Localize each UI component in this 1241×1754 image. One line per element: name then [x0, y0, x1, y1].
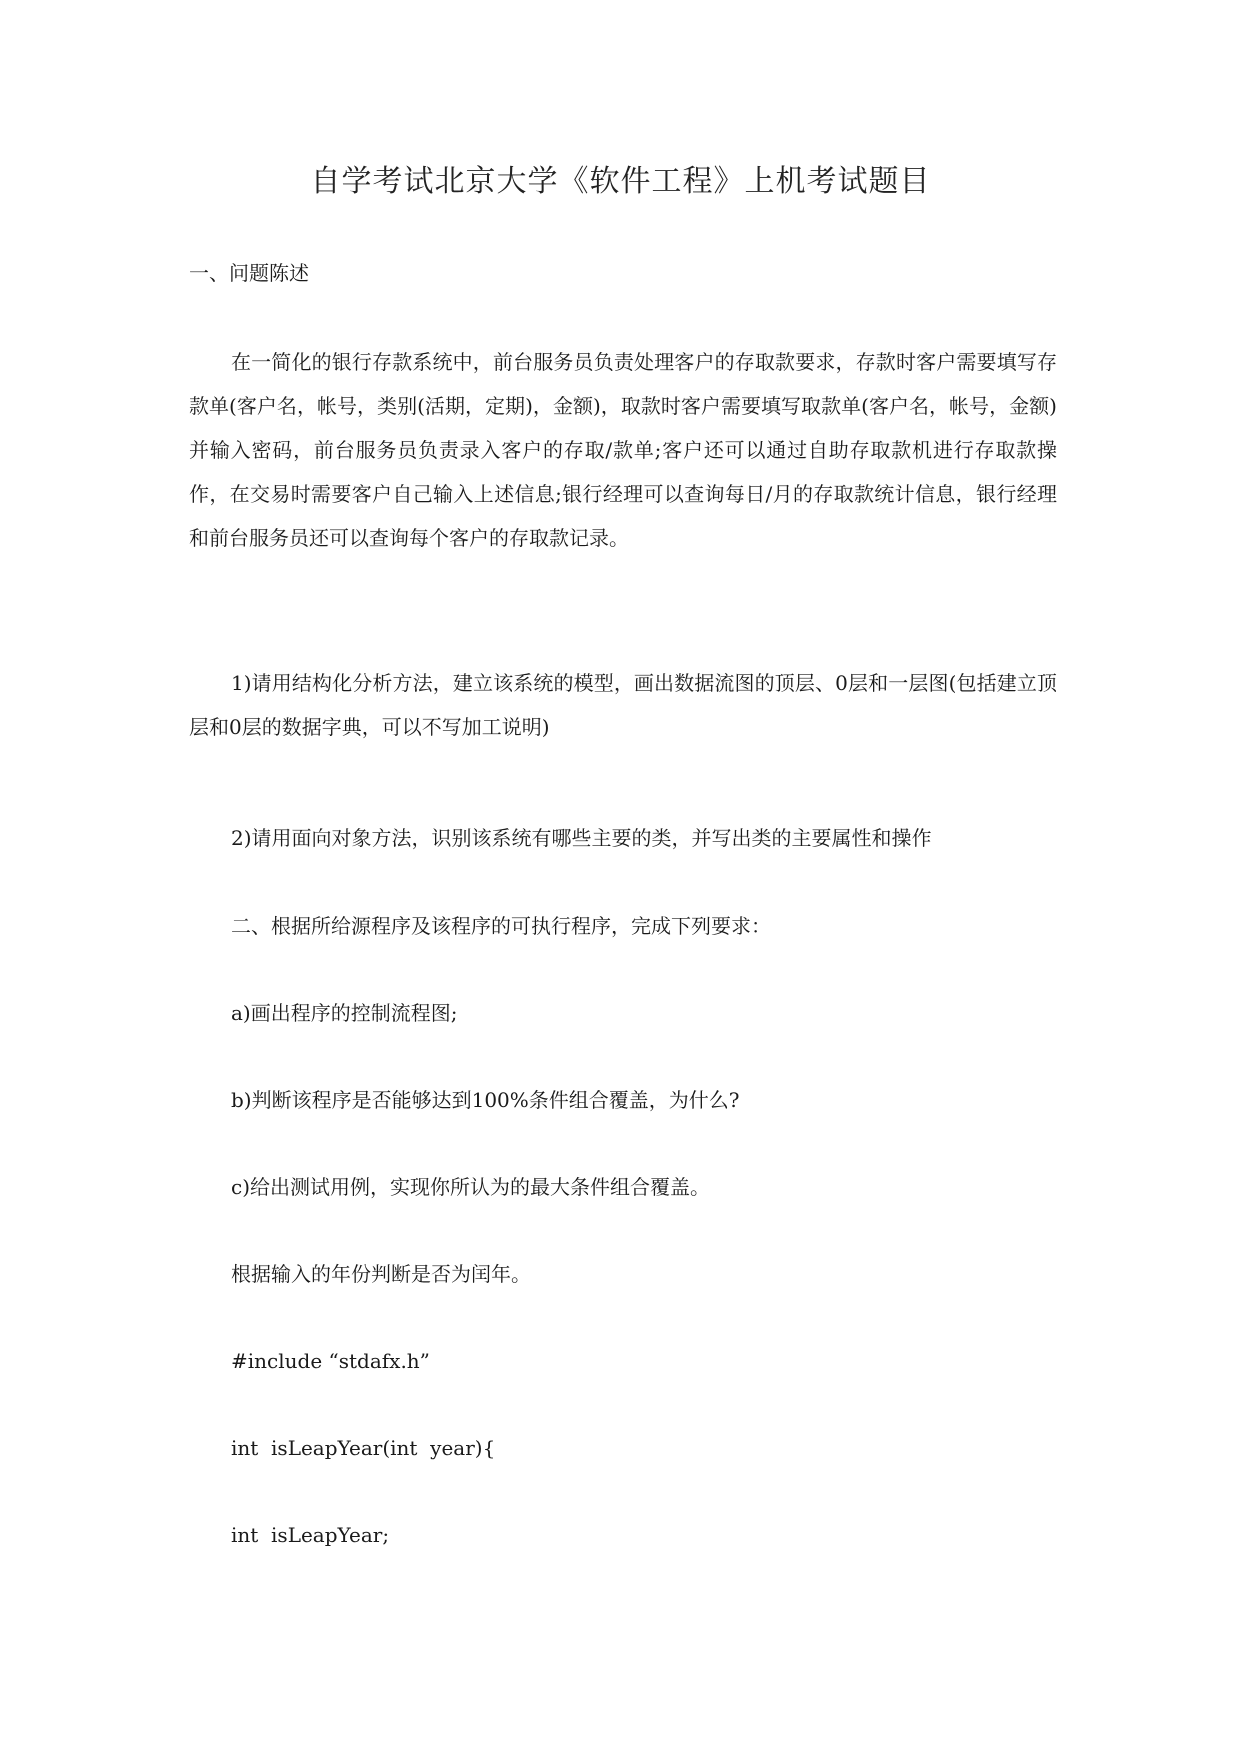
page-title: 自学考试北京大学《软件工程》上机考试题目: [310, 164, 931, 199]
code-line-variable-declaration: int isLeapYear;: [231, 1523, 390, 1547]
problem-paragraph: 在一简化的银行存款系统中，前台服务员负责处理客户的存取款要求，存款时客户需要填写存款单(客户名，帐号，类别(活期，定期)，金额)，取款时客户需要填写取款单(客户名，帐号，金额)并输入密码，前台服务员负责录入客户的存取/款单;客户还可以通过自助存取款机进行存取款操作，在交易时需要客户自己输入上述信息;银行经理可以查询每日/月的存取款统计信息，银行经理和前台服务员还可以查询每个客户的存取款记录。: [189, 350, 1057, 550]
code-line-function-signature: int isLeapYear(int year){: [231, 1436, 496, 1460]
task-item-b: b)判断该程序是否能够达到100%条件组合覆盖，为什么?: [231, 1088, 740, 1112]
task-item-c: c)给出测试用例，实现你所认为的最大条件组合覆盖。: [231, 1175, 711, 1199]
task-item-a: a)画出程序的控制流程图;: [231, 1001, 458, 1025]
program-description: 根据输入的年份判断是否为闰年。: [231, 1262, 531, 1286]
code-line-include: #include “stdafx.h”: [231, 1349, 430, 1373]
section-heading-program-tasks: 二、根据所给源程序及该程序的可执行程序，完成下列要求：: [231, 914, 771, 938]
question-2: 2)请用面向对象方法，识别该系统有哪些主要的类，并写出类的主要属性和操作: [231, 826, 932, 850]
question-1: 1)请用结构化分析方法，建立该系统的模型，画出数据流图的顶层、0层和一层图(包括建立顶层和0层的数据字典，可以不写加工说明): [189, 671, 1057, 739]
section-heading-problem-statement: 一、问题陈述: [189, 261, 309, 285]
